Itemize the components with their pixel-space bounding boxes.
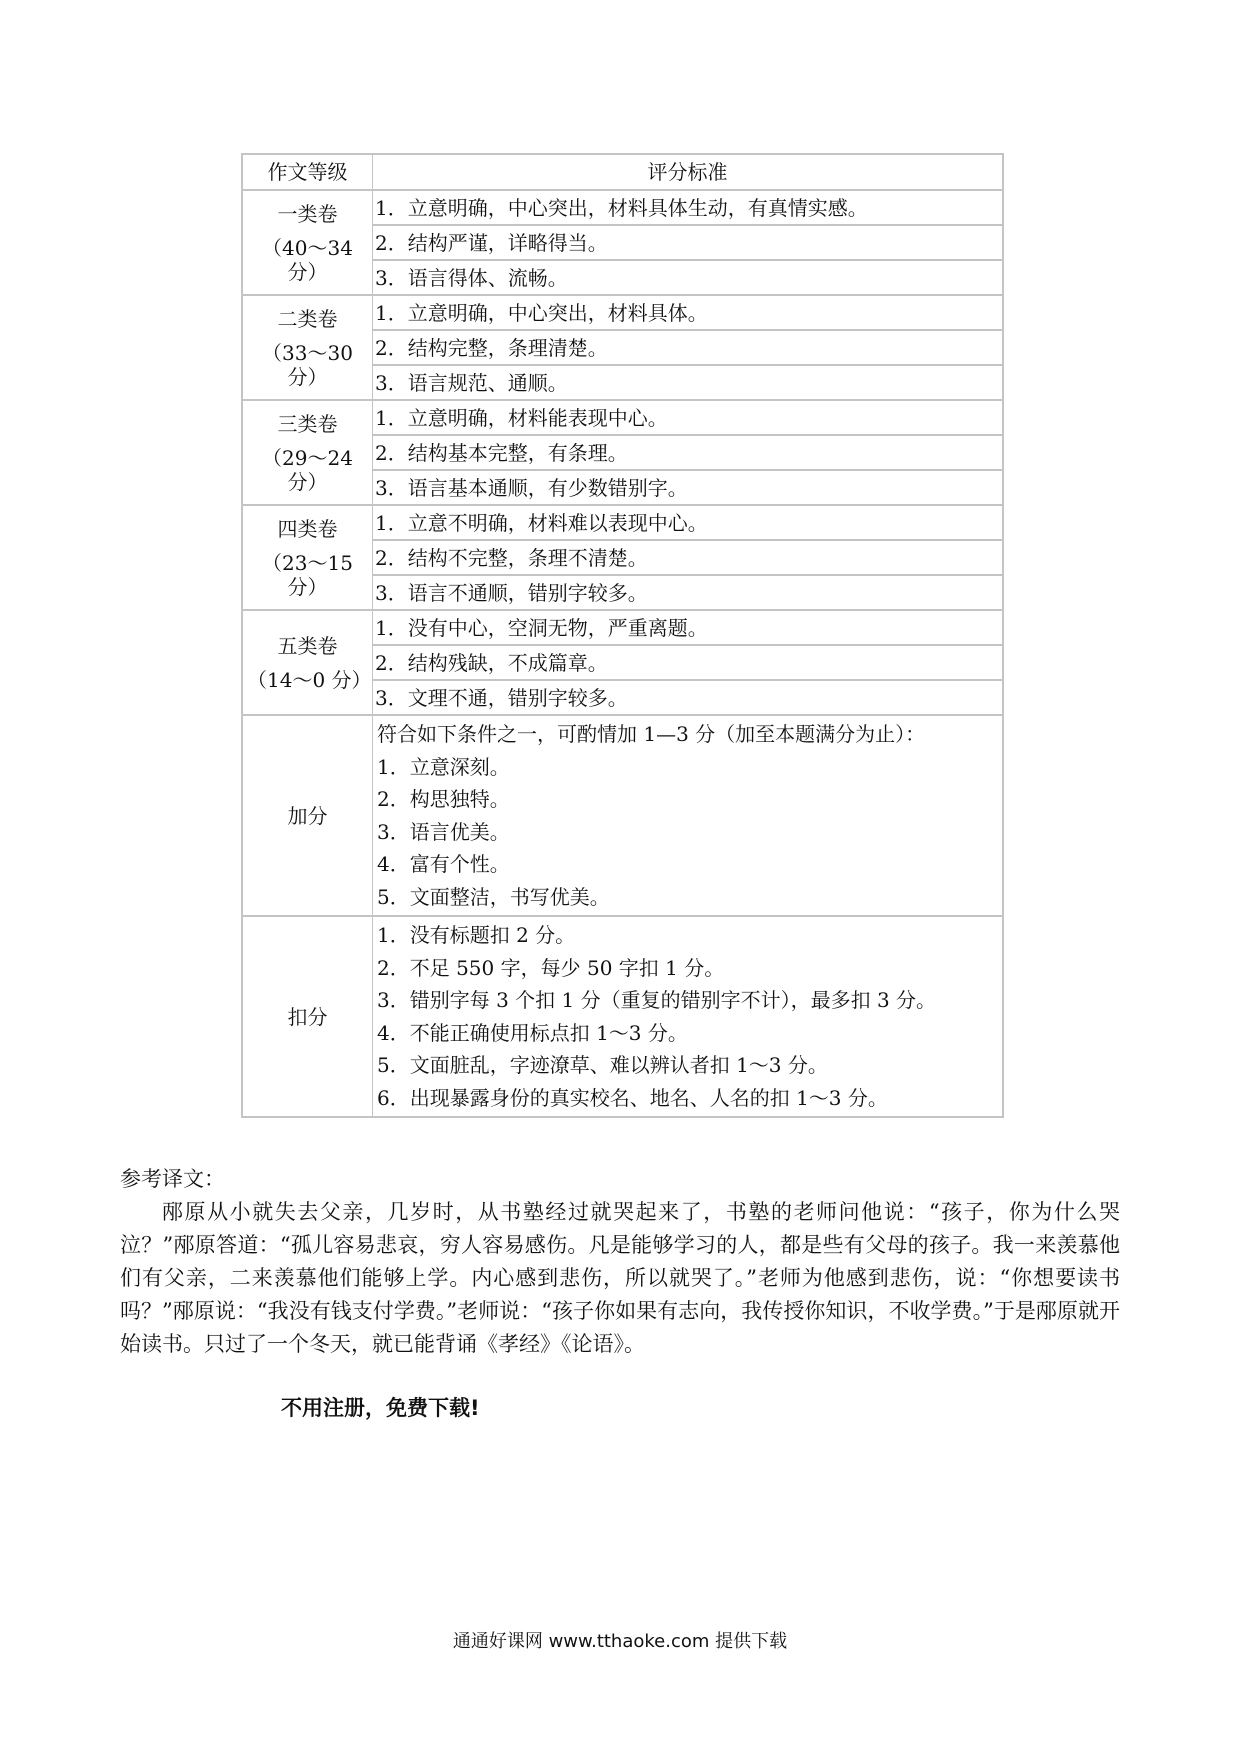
grade-range: （40～34 分） bbox=[262, 235, 353, 284]
criteria-cell: 3．文理不通，错别字较多。 bbox=[373, 681, 1002, 716]
list-item: 2．构思独特。 bbox=[377, 787, 510, 811]
criteria-cell: 3．语言规范、通顺。 bbox=[373, 366, 1002, 401]
grade-cell bbox=[243, 191, 373, 296]
table-row bbox=[243, 296, 1002, 331]
bonus-intro: 符合如下条件之一，可酌情加 1—3 分（加至本题满分为止）： bbox=[377, 722, 926, 746]
deduct-label: 扣分 bbox=[243, 917, 373, 1116]
deduct-criteria bbox=[373, 917, 1002, 1116]
list-item: 1．立意深刻。 bbox=[377, 754, 510, 779]
table-row bbox=[243, 506, 1002, 541]
list-item: 5．文面整洁，书写优美。 bbox=[377, 884, 610, 909]
grade-cell bbox=[243, 506, 373, 611]
grade-name: 四类卷 bbox=[277, 516, 338, 541]
grade-range: （29～24 分） bbox=[262, 445, 353, 494]
criteria-cell: 2．结构不完整，条理不清楚。 bbox=[373, 541, 1002, 576]
grade-name: 五类卷 bbox=[277, 633, 338, 658]
grade-cell bbox=[243, 296, 373, 401]
download-promo: 不用注册，免费下载! bbox=[281, 1396, 480, 1420]
grade-range: （14～0 分） bbox=[247, 667, 372, 692]
table-header-row bbox=[243, 155, 1002, 191]
list-item: 5．文面脏乱，字迹潦草、难以辨认者扣 1～3 分。 bbox=[377, 1053, 828, 1077]
grade-name: 一类卷 bbox=[277, 201, 338, 226]
reference-translation bbox=[120, 1163, 1120, 1361]
criteria-cell: 1．立意不明确，材料难以表现中心。 bbox=[373, 506, 1002, 541]
grading-table bbox=[241, 153, 1004, 1118]
criteria-cell: 3．语言不通顺，错别字较多。 bbox=[373, 576, 1002, 611]
list-item: 1．没有标题扣 2 分。 bbox=[377, 923, 576, 947]
criteria-cell: 3．语言基本通顺，有少数错别字。 bbox=[373, 471, 1002, 506]
header-criteria: 评分标准 bbox=[373, 155, 1002, 191]
grade-range: （23～15 分） bbox=[262, 550, 353, 599]
criteria-cell: 2．结构残缺，不成篇章。 bbox=[373, 646, 1002, 681]
reference-body: 邴原从小就失去父亲，几岁时，从书塾经过就哭起来了，书塾的老师问他说：“孩子，你为什么哭泣？”邴原答道：“孤儿容易悲哀，穷人容易感伤。凡是能够学习的人，都是些有父母的孩子。我一来羡慕他们有父亲，二来羡慕他们能够上学。内心感到悲伤，所以就哭了。”老师为他感到悲伤，说：“你想要读书吗？”邴原说：“我没有钱支付学费。”老师说：“孩子你如果有志向，我传授你知识，不收学费。”于是邴原就开始读书。只过了一个冬天，就已能背诵《孝经》《论语》。 bbox=[120, 1200, 1120, 1356]
bonus-label: 加分 bbox=[243, 716, 373, 917]
list-item: 6．出现暴露身份的真实校名、地名、人名的扣 1～3 分。 bbox=[377, 1085, 888, 1110]
criteria-cell: 2．结构完整，条理清楚。 bbox=[373, 331, 1002, 366]
grade-name: 三类卷 bbox=[277, 411, 338, 436]
grade-cell bbox=[243, 401, 373, 506]
grade-cell bbox=[243, 611, 373, 716]
list-item: 4．不能正确使用标点扣 1～3 分。 bbox=[377, 1020, 688, 1045]
table-row bbox=[243, 917, 1002, 1116]
table-row bbox=[243, 401, 1002, 436]
list-item: 3．错别字每 3 个扣 1 分（重复的错别字不计），最多扣 3 分。 bbox=[377, 988, 937, 1012]
list-item: 4．富有个性。 bbox=[377, 852, 510, 876]
criteria-cell: 3．语言得体、流畅。 bbox=[373, 261, 1002, 296]
criteria-cell: 2．结构严谨，详略得当。 bbox=[373, 226, 1002, 261]
table-row bbox=[243, 191, 1002, 226]
criteria-cell: 1．没有中心，空洞无物，严重离题。 bbox=[373, 611, 1002, 646]
criteria-cell: 2．结构基本完整，有条理。 bbox=[373, 436, 1002, 471]
criteria-cell: 1．立意明确，中心突出，材料具体。 bbox=[373, 296, 1002, 331]
bonus-criteria bbox=[373, 716, 1002, 917]
reference-label: 参考译文： bbox=[120, 1167, 225, 1191]
grade-range: （33～30 分） bbox=[262, 340, 353, 389]
table-row bbox=[243, 611, 1002, 646]
page-footer: 通通好课网 www.tthaoke.com 提供下载 bbox=[452, 1631, 788, 1652]
grade-name: 二类卷 bbox=[277, 306, 338, 331]
list-item: 3．语言优美。 bbox=[377, 819, 510, 844]
criteria-cell: 1．立意明确，中心突出，材料具体生动，有真情实感。 bbox=[373, 191, 1002, 226]
table-row bbox=[243, 716, 1002, 917]
criteria-cell: 1．立意明确，材料能表现中心。 bbox=[373, 401, 1002, 436]
list-item: 2．不足 550 字，每少 50 字扣 1 分。 bbox=[377, 955, 725, 980]
header-grade: 作文等级 bbox=[243, 155, 373, 191]
